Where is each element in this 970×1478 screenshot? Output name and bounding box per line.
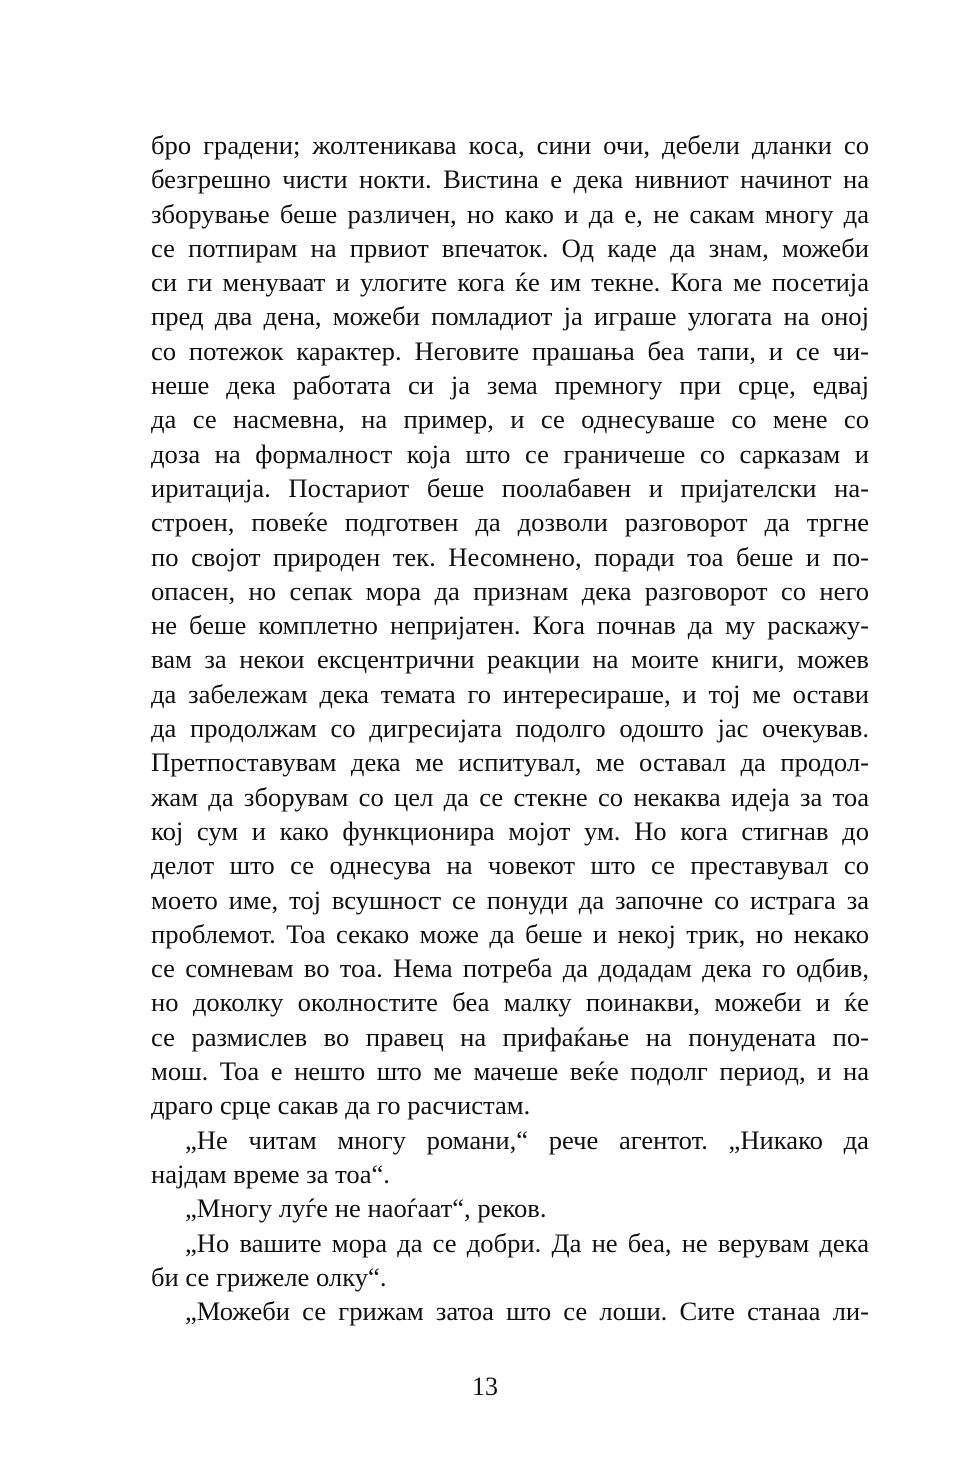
text-line: „Но вашите мора да се добри. Да не беа, не верувам дека xyxy=(185,1227,869,1258)
page-number: 13 xyxy=(472,1372,498,1401)
text-line: делот што се однесува на човекот што се преставувал со xyxy=(151,850,869,881)
text-line: бро градени; жолтеникава коса, сини очи, дебели дланки со xyxy=(151,130,869,160)
text-line: жам да зборувам со цел да се стекне со некаква идеја за тоа xyxy=(151,781,869,812)
text-line: вам за некои ексцентрични реакции на моите книги, можев xyxy=(151,644,869,675)
text-line: по својот природен тек. Несомнено, поради тоа беше и по- xyxy=(151,541,869,572)
text-line: Претпоставувам дека ме испитувал, ме оставал да продол- xyxy=(151,747,869,778)
text-line: би се грижеле олку“. xyxy=(151,1261,387,1292)
text-line: се сомневам во тоа. Нема потреба да додадам дека го одбив, xyxy=(151,953,869,984)
text-line: најдам време за тоа“. xyxy=(151,1158,390,1189)
text-line: доза на формалност која што се граничеше со сарказам и xyxy=(151,438,869,469)
text-line: но доколку околностите беа малку поинакви, можеби и ќе xyxy=(151,987,869,1018)
body-text xyxy=(151,128,869,1328)
text-line: да продолжам со дигресијата подолго одошто јас очекував. xyxy=(151,713,869,744)
text-line: со потежок карактер. Неговите прашања беа тапи, и се чи- xyxy=(151,335,869,366)
text-line: проблемот. Тоа секако може да беше и некој трик, но некако xyxy=(151,918,869,949)
text-line: „Не читам многу романи,“ рече агентот. „Никако да xyxy=(185,1124,869,1155)
text-line: да забележам дека темата го интересираше, и тој ме остави xyxy=(151,678,869,709)
text-line: иритација. Постариот беше поолабавен и пријателски на- xyxy=(151,472,869,503)
text-line: драго срце сакав да го расчистам. xyxy=(151,1090,531,1121)
text-line: зборување беше различен, но како и да е, не сакам многу да xyxy=(151,198,869,229)
text-line: пред два дена, можеби помладиот ја играше улогата на оној xyxy=(151,301,869,332)
text-line: се размислев во правец на прифаќање на понудената по- xyxy=(151,1021,869,1052)
text-line: да се насмевна, на пример, и се однесуваше со мене со xyxy=(151,404,869,435)
text-line: безгрешно чисти нокти. Вистина е дека нивниот начинот на xyxy=(151,164,869,195)
text-line: неше дека работата си ја зема премногу при срце, едвај xyxy=(151,370,869,401)
text-line: опасен, но сепак мора да признам дека разговорот со него xyxy=(151,575,869,606)
text-line: се потпирам на првиот впечаток. Од каде да знам, можеби xyxy=(151,232,869,263)
text-line: мош. Тоа е нешто што ме мачеше веќе подолг период, и на xyxy=(151,1056,869,1087)
text-line: строен, повеќе подготвен да дозволи разговорот да тргне xyxy=(151,507,869,538)
text-line: „Многу луѓе не наоѓаат“, реков. xyxy=(185,1193,547,1224)
text-line: кој сум и како функционира мојот ум. Но кога стигнав до xyxy=(151,815,869,846)
text-line: „Можеби се грижам затоа што се лоши. Сите станаа ли- xyxy=(185,1296,869,1327)
text-line: моето име, тој всушност се понуди да започне со истрага за xyxy=(151,884,869,915)
text-line: не беше комплетно непријатен. Кога почнав да му раскажу- xyxy=(151,610,869,641)
text-line: си ги менуваат и улогите кога ќе им текне. Кога ме посетија xyxy=(151,267,869,298)
